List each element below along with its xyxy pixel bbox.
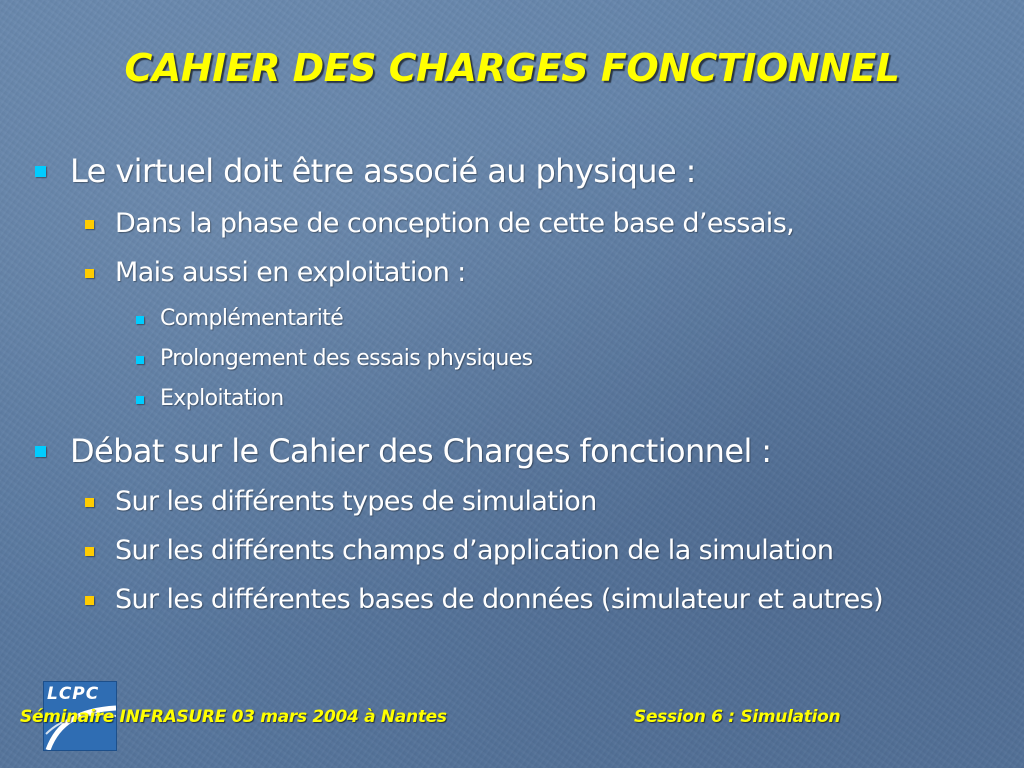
sub-bullet-text: Dans la phase de conception de cette base d’essais, (115, 208, 795, 239)
sub-bullet-text: Mais aussi en exploitation : (115, 257, 466, 288)
bullet-item (70, 152, 696, 190)
sub-bullet-item (115, 257, 466, 288)
sub-bullet-text: Sur les différents types de simulation (115, 486, 597, 517)
square-bullet-icon (85, 498, 94, 507)
sub-sub-bullet-item (160, 346, 533, 371)
square-bullet-icon (35, 166, 46, 177)
slide-title: CAHIER DES CHARGES FONCTIONNEL (124, 46, 900, 90)
square-bullet-icon (85, 220, 94, 229)
sub-bullet-text: Sur les différents champs d’application de la simulation (115, 535, 834, 566)
square-bullet-icon (85, 596, 94, 605)
square-bullet-icon (85, 269, 94, 278)
footer-session-text: Session 6 : Simulation (634, 707, 841, 727)
slide-footer (0, 684, 1024, 768)
square-bullet-icon (136, 316, 144, 324)
sub-bullet-item (115, 208, 794, 239)
bullet-text: Le virtuel doit être associé au physique : (70, 152, 696, 190)
logo-text: LCPC (47, 684, 100, 704)
square-bullet-icon (136, 396, 144, 404)
sub-bullet-item (115, 584, 883, 615)
sub-sub-bullet-text: Prolongement des essais physiques (160, 346, 533, 371)
bullet-text: Débat sur le Cahier des Charges fonctionnel : (70, 432, 772, 470)
bullet-item (70, 432, 772, 470)
sub-sub-bullet-text: Exploitation (160, 386, 284, 411)
sub-sub-bullet-item (160, 386, 284, 411)
footer-seminar-text: Séminaire INFRASURE 03 mars 2004 à Nantes (20, 707, 447, 727)
sub-bullet-item (115, 486, 597, 517)
square-bullet-icon (85, 547, 94, 556)
sub-sub-bullet-item (160, 306, 343, 331)
square-bullet-icon (136, 356, 144, 364)
square-bullet-icon (35, 446, 46, 457)
sub-sub-bullet-text: Complémentarité (160, 306, 344, 331)
sub-bullet-item (115, 535, 833, 566)
sub-bullet-text: Sur les différentes bases de données (simulateur et autres) (115, 584, 884, 615)
